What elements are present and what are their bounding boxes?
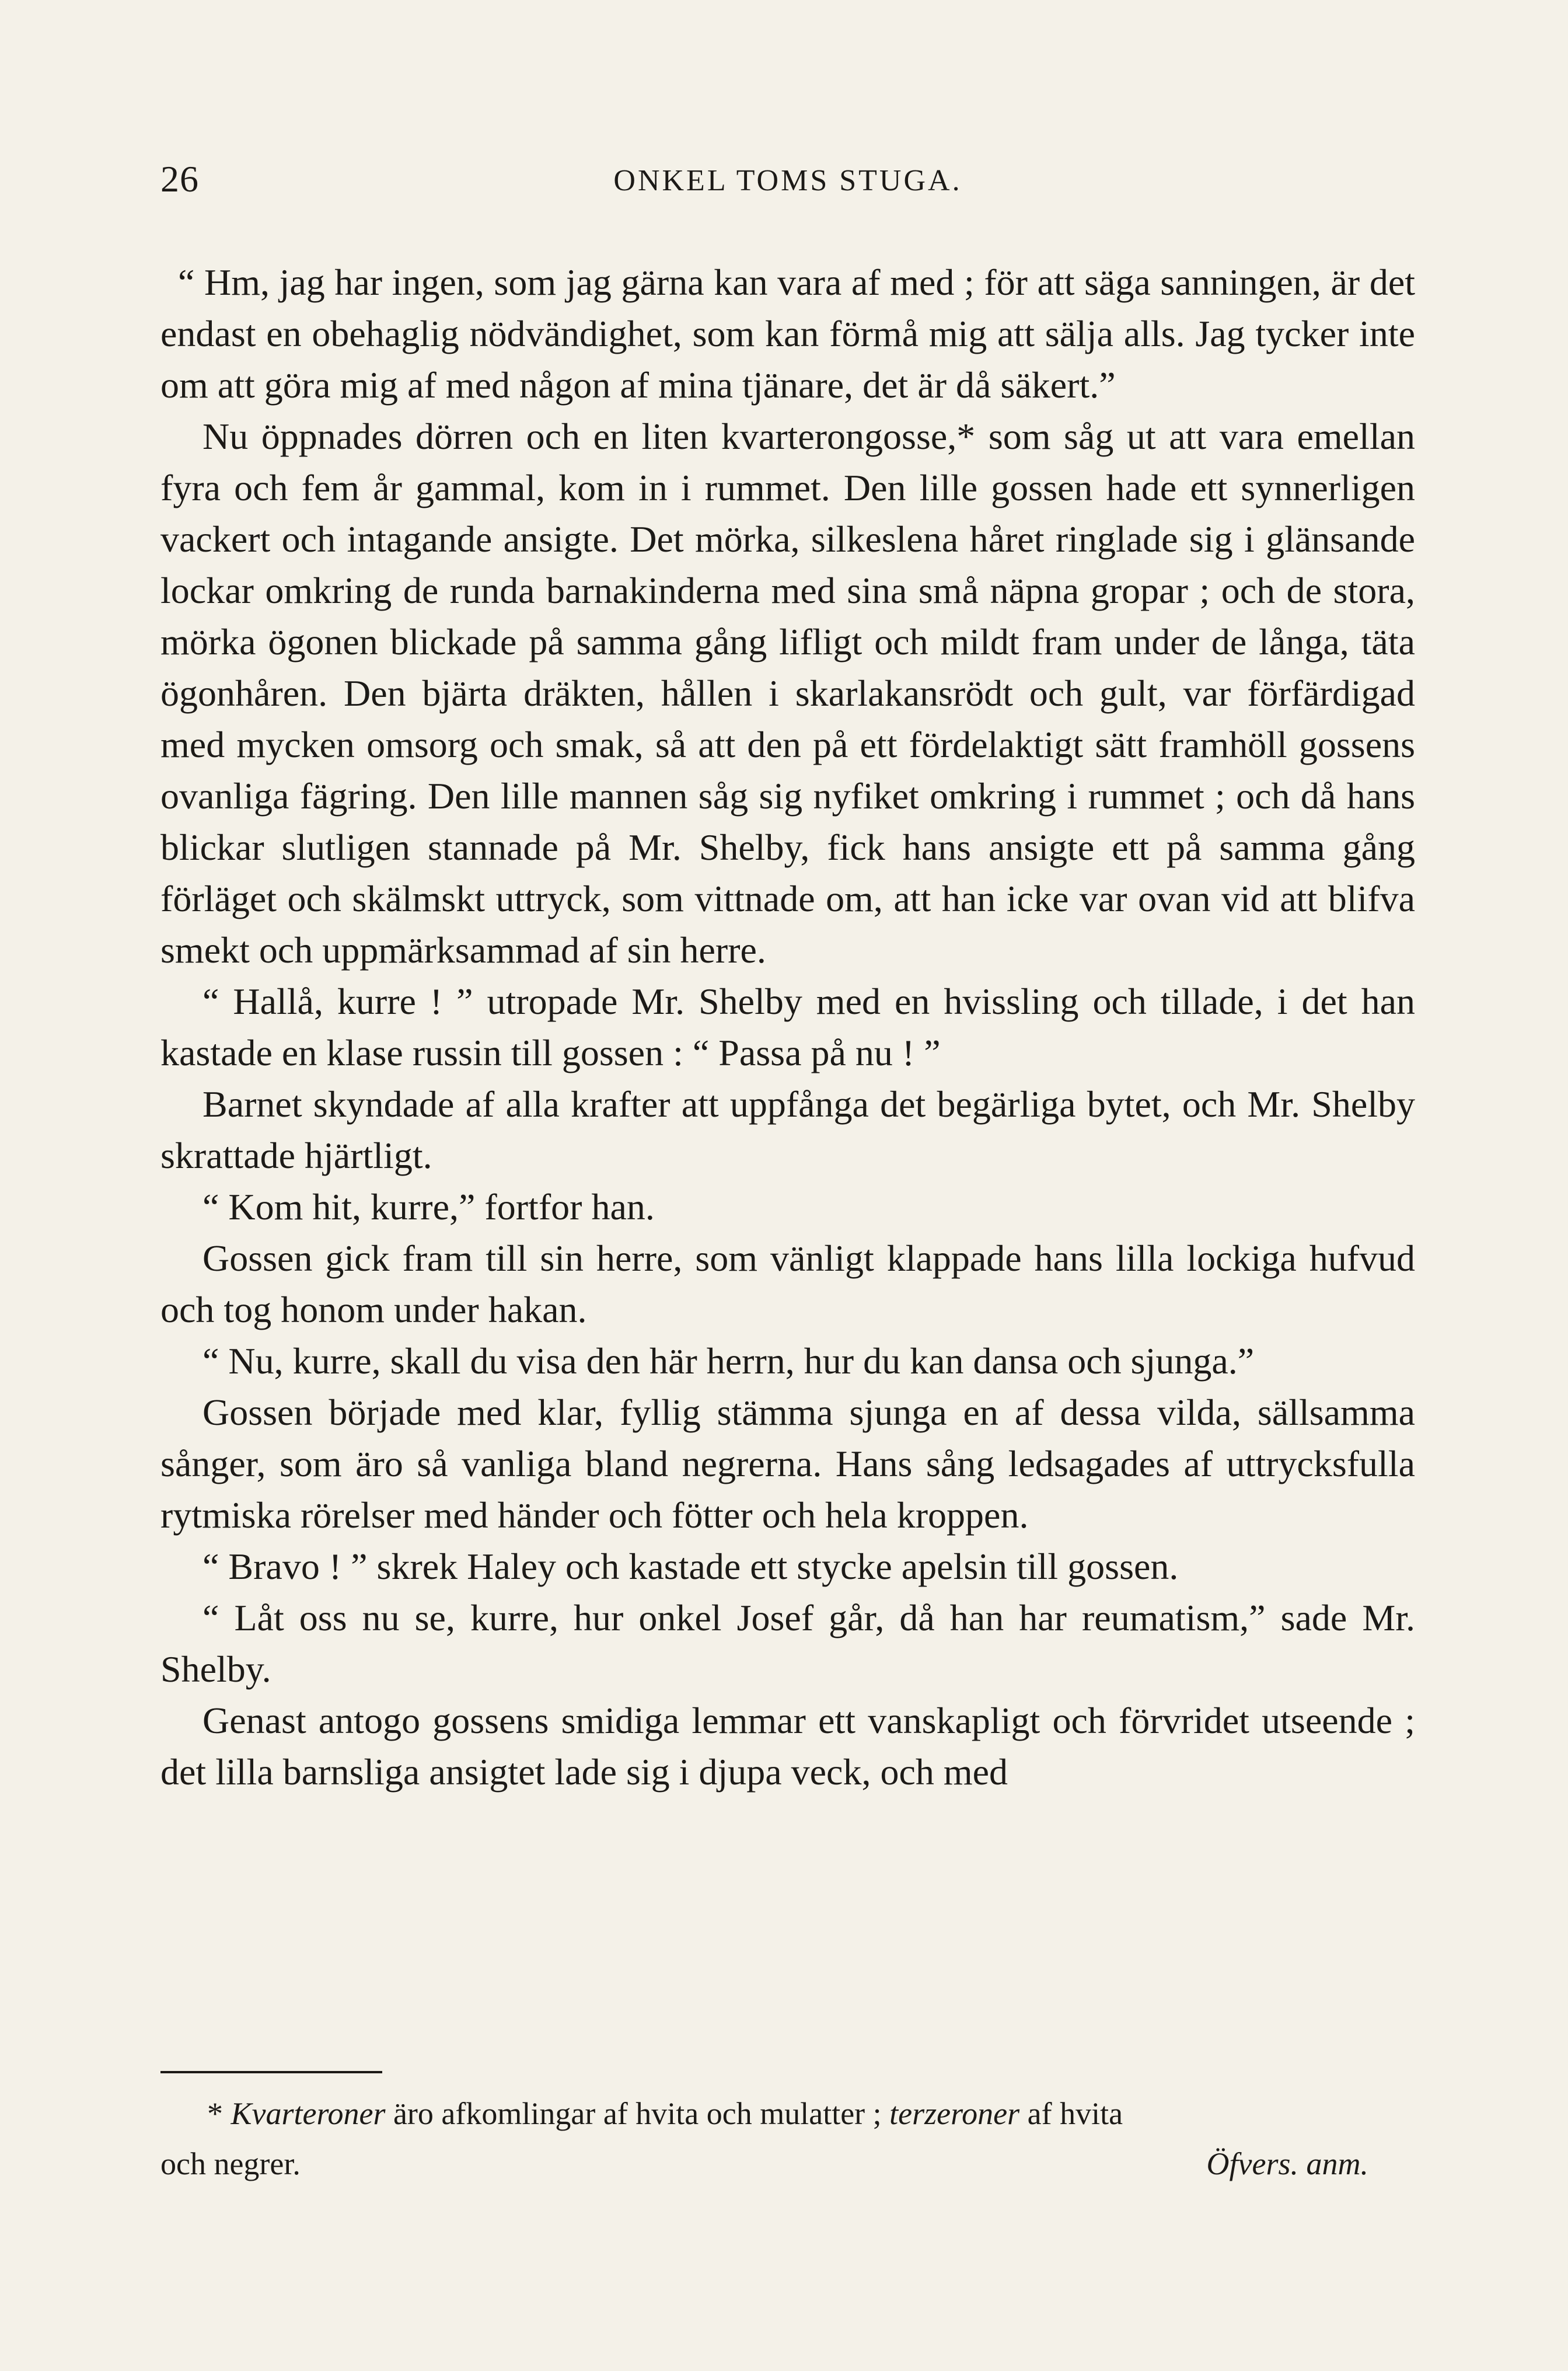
paragraph: “ Kom hit, kurre,” fortfor han. — [202, 1186, 655, 1228]
footnote-term-kvarteroner: Kvarteroner — [231, 2096, 386, 2131]
body-text — [160, 257, 1415, 1798]
footnote-marker: * — [207, 2096, 223, 2131]
footnote — [160, 2088, 1415, 2189]
footnote-signature: Öfvers. anm. — [1206, 2146, 1368, 2181]
paragraph: “ Låt oss nu se, kurre, hur onkel Josef går, då han har reumatism,” sade Mr. Shelby. — [160, 1597, 1415, 1690]
page-header — [160, 158, 1415, 210]
paragraph: Nu öppnades dörren och en liten kvarterongosse,* som såg ut att vara emellan fyra och fem år gammal, kom in i rummet. Den lille gossen hade ett synnerligen vackert och intagande ansigte. Det mörka, silkeslena håret ringlade sig i glänsande lockar omkring de runda barnakinderna med sina små näpna gropar ; och de stora, mörka ögonen blickade på samma gång lifligt och mildt fram under de långa, täta ögonhåren. Den bjärta dräkten, hållen i skarlakansrödt och gult, var förfärdigad med mycken omsorg och smak, så att den på ett fördelaktigt sätt framhöll gossens ovanliga fägring. Den lille mannen såg sig nyfiket omkring i rummet ; och då hans blickar slutligen stannade på Mr. Shelby, fick hans ansigte ett på samma gång förläget och skälmskt uttryck, som vittnade om, att han icke var ovan vid att blifva smekt och uppmärksammad af sin herre. — [160, 416, 1415, 971]
paragraph: Gossen gick fram till sin herre, som vänligt klappade hans lilla lockiga hufvud och tog honom under hakan. — [160, 1237, 1415, 1330]
footnote-text: äro afkomlingar af hvita och mulatter ; — [393, 2096, 882, 2131]
paragraph: “ Hallå, kurre ! ” utropade Mr. Shelby med en hvissling och tillade, i det han kastade en klase russin till gossen : “ Passa på nu ! ” — [160, 981, 1415, 1073]
paragraph: “ Nu, kurre, skall du visa den här herrn, hur du kan dansa och sjunga.” — [202, 1340, 1255, 1382]
paragraph: “ Bravo ! ” skrek Haley och kastade ett stycke apelsin till gossen. — [202, 1546, 1179, 1587]
paragraph: Genast antogo gossens smidiga lemmar ett vanskapligt och förvridet utseende ; det lilla barnsliga ansigtet lade sig i djupa veck, och med — [160, 1700, 1415, 1793]
paragraph: Barnet skyndade af alla krafter att uppfånga det begärliga bytet, och Mr. Shelby skrattade hjärtligt. — [160, 1083, 1415, 1176]
footnote-term-terzeroner: terzeroner — [889, 2096, 1020, 2131]
footnote-text: af hvita — [1027, 2096, 1123, 2131]
footnote-text: och negrer. — [160, 2146, 301, 2181]
running-title: ONKEL TOMS STUGA. — [613, 164, 962, 197]
paragraph: “ Hm, jag har ingen, som jag gärna kan vara af med ; för att säga sanningen, är det endast en obehaglig nödvändighet, som kan förmå mig att sälja alls. Jag tycker inte om att göra mig af med någon af mina tjänare, det är då säkert.” — [160, 261, 1415, 406]
footnote-line-2 — [160, 2139, 1415, 2189]
paragraph: Gossen började med klar, fyllig stämma sjunga en af dessa vilda, sällsamma sånger, som äro så vanliga bland negrerna. Hans sång ledsagades af uttrycksfulla rytmiska rörelser med händer och fötter och hela kroppen. — [160, 1392, 1415, 1536]
footnote-line-1 — [160, 2088, 1415, 2139]
footnote-rule — [160, 2071, 382, 2073]
page-number: 26 — [160, 158, 199, 200]
